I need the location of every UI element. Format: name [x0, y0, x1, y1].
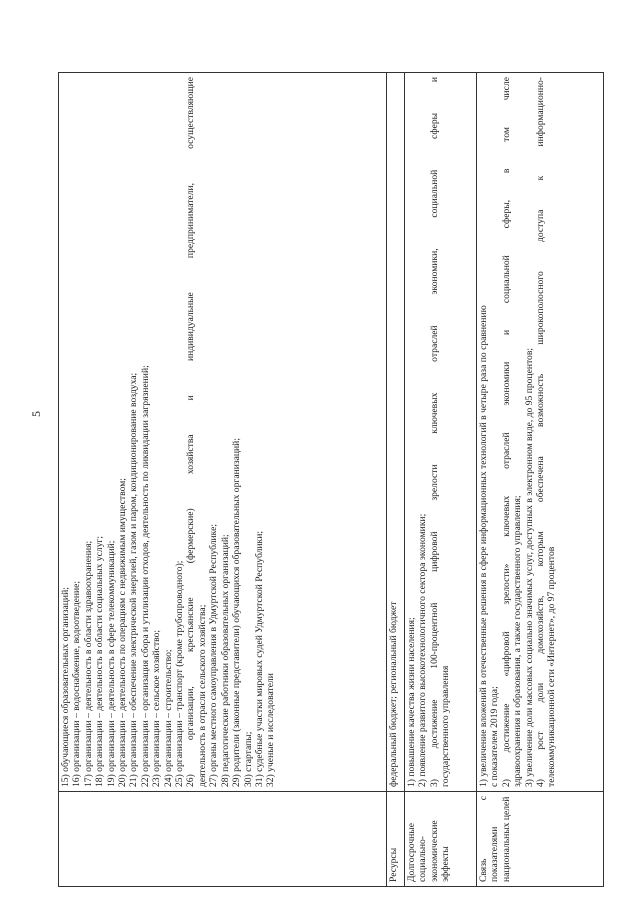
list-item: 2) появление развитого высокотехнологичного сектора экономики;: [417, 513, 429, 787]
list-item: 29) родители (законные представители) обучающихся образовательных организаций;: [231, 438, 243, 787]
list-item: 26) организации, крестьянские (фермерские) хозяйства и индивидуальные предприниматели, осуществляющие: [185, 77, 197, 787]
resources-label: Ресурсы: [387, 792, 405, 887]
list-item-continuation: деятельность в отрасли сельского хозяйства;: [196, 604, 208, 787]
table-row-national-goals: [477, 73, 604, 887]
national-goals-label-line: показателями: [489, 826, 501, 882]
list-item: 31) судебные участки мировых судей Удмуртской Республики;: [253, 531, 265, 787]
list-item: 17) организации – деятельность в области здравоохранения;: [82, 540, 94, 787]
effects-label-line: экономические: [428, 820, 440, 882]
passport-table: [58, 72, 604, 887]
list-item: 3) достижение 100-процентной цифровой зрелости ключевых отраслей экономики, социальной сферы и: [428, 77, 440, 787]
list-item: 20) организации – деятельность по операциям с недвижимым имуществом;: [117, 478, 129, 787]
list-item: 1) увеличение вложений в отечественные решения в сфере информационных технологий в четыре раза по сравнению: [478, 305, 489, 787]
list-item: 3) увеличение доли массовых социально значимых услуг, доступных в электронном виде, до 95 процентов;: [523, 347, 535, 787]
list-item-continuation: телекоммуникационной сети «Интернет», до 97 процентов: [546, 546, 558, 787]
effects-label-line: эффекты: [440, 846, 452, 882]
national-goals-label-cell: [477, 792, 604, 887]
effects-label-cell: [405, 792, 477, 887]
table-row-resources: [387, 73, 405, 887]
list-item-continuation: здравоохранения и образования, а также государственного управления;: [512, 495, 524, 787]
page-number: 5: [29, 411, 43, 417]
table-row-participants: [59, 73, 387, 887]
list-item: 16) организации – водоснабжение, водоотведение;: [71, 580, 83, 787]
list-item: 1) повышение качества жизни населения;: [406, 617, 417, 787]
effects-list-cell: [405, 73, 477, 792]
list-item: 23) организации – сельское хозяйство;: [151, 629, 163, 787]
list-item: 2) достижение «цифровой зрелости» ключевых отраслей экономики и социальной сферы, в том числе: [500, 77, 512, 787]
national-goals-label-line: национальных целей: [500, 796, 512, 882]
list-item: 27) органы местного самоуправления в Удмуртской Республике;: [208, 524, 220, 787]
table-row-effects: [405, 73, 477, 887]
effects-label-line: Долгосрочные: [406, 822, 417, 882]
national-goals-list-cell: [477, 73, 604, 792]
participants-label-cell: [59, 792, 387, 887]
list-item: 19) организации – деятельность в сфере телекоммуникаций;: [105, 540, 117, 787]
list-item: 28) педагогические работники образовательных организаций;: [219, 534, 231, 787]
rotated-page-content: [58, 0, 603, 905]
list-item: 24) организации – строительство;: [162, 649, 174, 787]
list-item: 4) рост доли домохозяйств, которым обеспечена возможность широкополосного доступа к информационно-: [535, 77, 547, 787]
list-item-continuation: государственного управления: [440, 665, 452, 787]
effects-label-line: социально-: [417, 836, 429, 882]
list-item: 32) ученые и исследователи: [265, 673, 277, 787]
list-item: 30) стартапы;: [242, 731, 254, 787]
list-item: 18) организации – деятельность в области социальных услуг;: [94, 535, 106, 787]
list-item-continuation: с показателем 2019 года;: [489, 686, 501, 787]
list-item: 25) организации – транспорт (кроме трубопроводного);: [174, 560, 186, 787]
list-item: 22) организации – организация сбора и утилизации отходов, деятельность по ликвидации загрязнений;: [139, 365, 151, 787]
resources-value: федеральный бюджет; региональный бюджет: [387, 73, 405, 792]
national-goals-label-line: Связь с: [478, 796, 489, 882]
participants-list-cell: [59, 73, 387, 792]
list-item: 21) организации – обеспечение электрической энергией, газом и паром, кондиционирование воздуха;: [128, 372, 140, 787]
list-item: 15) обучающиеся образовательных организаций;: [60, 587, 71, 787]
